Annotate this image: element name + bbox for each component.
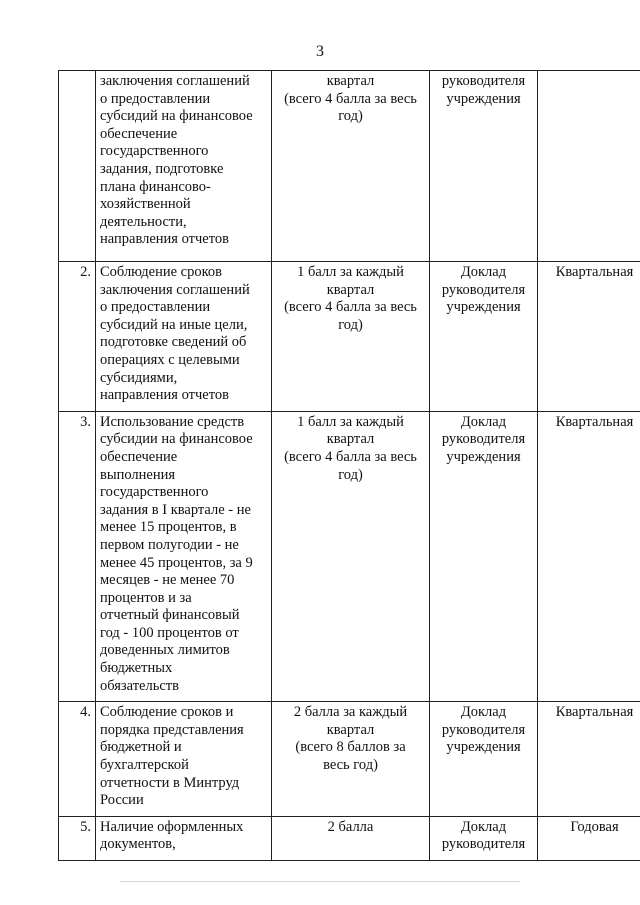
table-row xyxy=(59,702,640,817)
table-row xyxy=(59,71,640,262)
score-cell: 2 балла за каждый квартал (всего 8 баллов за весь год) xyxy=(272,702,430,817)
period-cell: Квартальная xyxy=(538,702,640,817)
table-row xyxy=(59,816,640,860)
table-row xyxy=(59,262,640,412)
score-cell: квартал (всего 4 балла за весь год) xyxy=(272,71,430,262)
period-cell xyxy=(538,71,640,262)
table-row xyxy=(59,411,640,702)
source-cell: Доклад руководителя учреждения xyxy=(430,411,538,702)
source-cell: Доклад руководителя учреждения xyxy=(430,702,538,817)
period-cell: Квартальная xyxy=(538,411,640,702)
row-number-cell: 4. xyxy=(59,702,96,817)
score-cell: 1 балл за каждый квартал (всего 4 балла за весь год) xyxy=(272,262,430,412)
row-number-cell: 3. xyxy=(59,411,96,702)
source-cell: Доклад руководителя xyxy=(430,816,538,860)
source-cell: Доклад руководителя учреждения xyxy=(430,262,538,412)
period-cell: Квартальная xyxy=(538,262,640,412)
period-cell: Годовая xyxy=(538,816,640,860)
scan-edge-line xyxy=(120,881,520,882)
criteria-table xyxy=(58,70,640,861)
score-cell: 2 балла xyxy=(272,816,430,860)
row-number-cell xyxy=(59,71,96,262)
page-number: 3 xyxy=(316,43,324,60)
criterion-description-cell: заключения соглашений о предоставлении субсидий на финансовое обеспечение государственного задания, подготовке плана финансово- хозяйственной деятельности, направления отчетов xyxy=(96,71,272,262)
criterion-description-cell: Соблюдение сроков заключения соглашений о предоставлении субсидий на иные цели, подготовке сведений об операциях с целевыми субсидиями, направления отчетов xyxy=(96,262,272,412)
row-number-cell: 2. xyxy=(59,262,96,412)
criterion-description-cell: Соблюдение сроков и порядка представления бюджетной и бухгалтерской отчетности в Минтруд России xyxy=(96,702,272,817)
row-number-cell: 5. xyxy=(59,816,96,860)
criterion-description-cell: Наличие оформленных документов, xyxy=(96,816,272,860)
criterion-description-cell: Использование средств субсидии на финансовое обеспечение выполнения государственного задания в I квартале - не менее 15 процентов, в первом полугодии - не менее 45 процентов, за 9 месяцев - не менее 70 процентов и за отчетный финансовый год - 100 процентов от доведенных лимитов бюджетных обязательств xyxy=(96,411,272,702)
source-cell: руководителя учреждения xyxy=(430,71,538,262)
score-cell: 1 балл за каждый квартал (всего 4 балла за весь год) xyxy=(272,411,430,702)
